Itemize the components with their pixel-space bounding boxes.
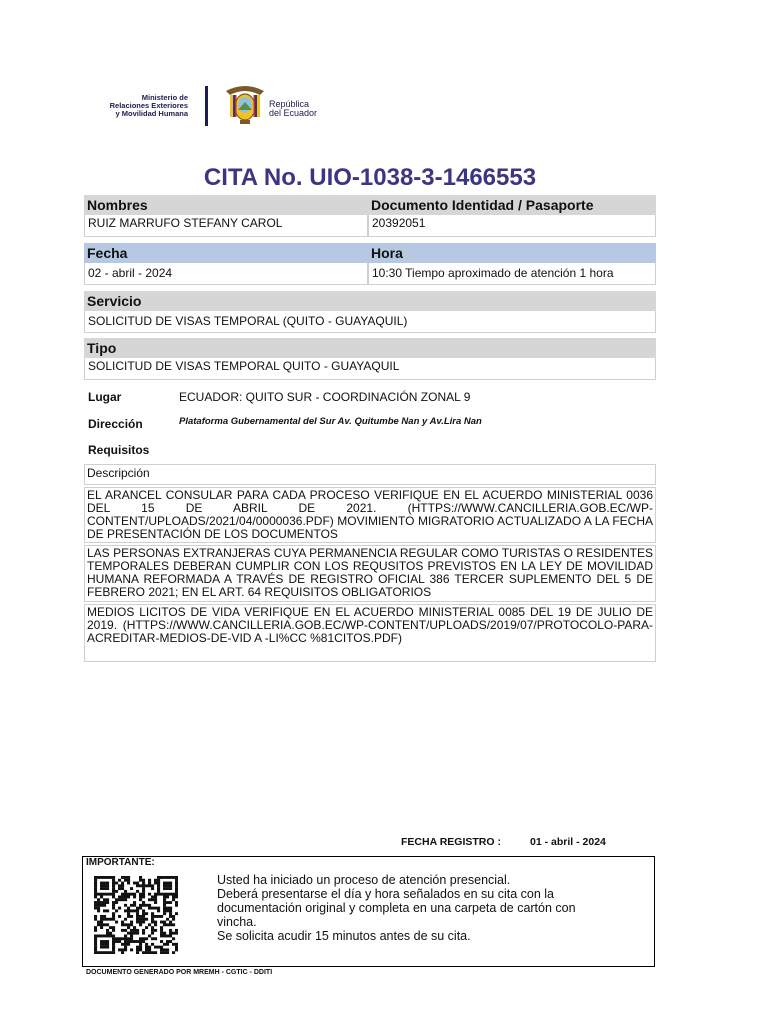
servicio-value: SOLICITUD DE VISAS TEMPORAL (QUITO - GUAYAQUIL) [84,311,656,333]
note-line-2: Deberá presentarse el día y hora señalados en su cita con la documentación original y completa en una carpeta de cartón con vincha. [217,887,576,929]
servicio-header: Servicio [84,291,656,311]
hora-value: 10:30 Tiempo aproximado de atención 1 hora [368,263,656,285]
importante-note [217,873,617,943]
fecha-registro-label: FECHA REGISTRO : [401,836,501,848]
republica-line-2: del Ecuador [269,108,318,118]
documento-header: Documento Identidad / Pasaporte [368,195,656,215]
note-line-3: Se solicita acudir 15 minutos antes de su cita. [217,929,471,943]
fecha-registro-value: 01 - abril - 2024 [530,836,606,848]
ministry-line-1: Ministerio de [141,93,188,102]
republica-logo-text [269,100,317,118]
tipo-header: Tipo [84,338,656,358]
lugar-label: Lugar [88,390,122,404]
requisito-item-3: MEDIOS LICITOS DE VIDA VERIFIQUE EN EL ACUERDO MINISTERIAL 0085 DEL 19 DE JULIO DE 2019. (HTTPS://WWW.CANCILLERIA.GOB.EC/WP-CONTENT/UPLOADS/2019/07/PROTOCOLO-PARA-ACREDITAR-MEDIOS-DE-VID A -LI%CC %81CITOS.PDF) [84,604,656,662]
nombres-value: RUIZ MARRUFO STEFANY CAROL [84,215,368,237]
fecha-value: 02 - abril - 2024 [84,263,368,285]
descripcion-header: Descripción [84,464,656,485]
note-line-1: Usted ha iniciado un proceso de atención presencial. [217,873,511,887]
documento-value: 20392051 [368,215,656,237]
importante-label: IMPORTANTE: [86,857,155,868]
lugar-value: ECUADOR: QUITO SUR - COORDINACIÓN ZONAL 9 [179,390,471,404]
nombres-header: Nombres [84,195,368,215]
logo-divider [205,86,208,126]
coat-of-arms-icon [222,83,268,127]
page-title: CITA No. UIO-1038-3-1466553 [203,164,537,191]
fecha-header: Fecha [84,243,368,263]
hora-header: Hora [368,243,656,263]
ministry-line-2: Relaciones Exteriores [109,101,188,110]
footer-text: DOCUMENTO GENERADO POR MREMH - CGTIC - DDITI [86,969,273,976]
qr-code-icon [94,876,178,954]
requisito-item-1: EL ARANCEL CONSULAR PARA CADA PROCESO VERIFIQUE EN EL ACUERDO MINISTERIAL 0036 DEL 15 DE ABRIL DE 2021. (HTTPS://WWW.CANCILLERIA.GOB.EC/WP-CONTENT/UPLOADS/2021/04/0000036.PDF) MOVIMIENTO MIGRATORIO ACTUALIZADO A LA FECHA DE PRESENTACIÓN DE LOS DOCUMENTOS [84,487,656,543]
ministry-line-3: y Movilidad Humana [115,109,188,118]
tipo-value: SOLICITUD DE VISAS TEMPORAL QUITO - GUAYAQUIL [84,358,656,380]
direccion-label: Dirección [88,417,143,431]
ministry-logo-text [88,94,188,118]
republica-line-1: República [269,99,310,109]
direccion-value: Plataforma Gubernamental del Sur Av. Quitumbe Nan y Av.Lira Nan [179,416,482,427]
requisitos-label: Requisitos [88,443,150,457]
requisito-item-2: LAS PERSONAS EXTRANJERAS CUYA PERMANENCIA REGULAR COMO TURISTAS O RESIDENTES TEMPORALES DEBERAN CUMPLIR CON LOS REQUSITOS PREVISTOS EN LA LEY DE MOVILIDAD HUMANA REFORMADA A TRAVÉS DE REGISTRO OFICIAL 386 TERCER SUPLEMENTO DEL 5 DE FEBRERO 2021; EN EL ART. 64 REQUISITOS OBLIGATORIOS [84,545,656,602]
